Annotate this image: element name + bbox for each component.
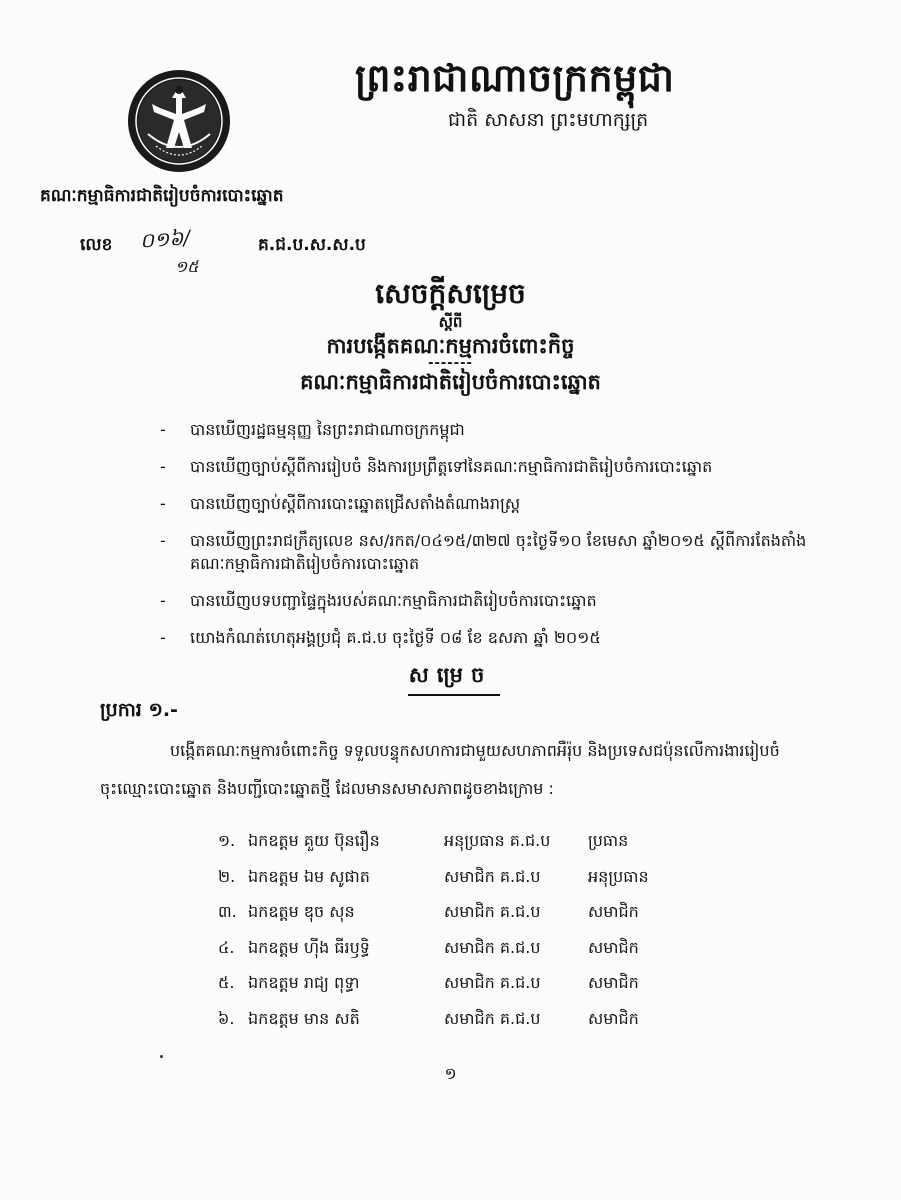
kingdom-title: ព្រះរាជាណាចក្រកម្ពុជា: [355, 56, 675, 100]
list-item: [160, 455, 850, 478]
member-role: អនុប្រធាន គ.ជ.ប: [444, 831, 551, 850]
reference-year: ១៥: [175, 257, 199, 276]
bullet-dash: -: [160, 457, 166, 476]
member-role: សមាជិក គ.ជ.ប: [444, 866, 541, 886]
reference-label: លេខ: [80, 235, 113, 255]
member-position: សមាជិក: [588, 937, 639, 957]
member-name: ឯកឧត្តម ឌុច សុន: [248, 902, 355, 921]
list-item: [160, 418, 850, 441]
list-item: [160, 626, 850, 649]
member-number: ៣.: [218, 902, 237, 921]
list-item-text: បានឃើញច្បាប់ស្តីពីការបោះឆ្នោតជ្រើសតាំងតំណាងរាស្ត្រ: [190, 494, 521, 513]
decision-heading-underline: [408, 694, 500, 696]
bullet-dash: -: [160, 591, 166, 610]
member-position: សមាជិក: [588, 1008, 639, 1028]
list-item-text: បានឃើញរដ្ឋធម្មនុញ្ញ នៃព្រះរាជាណាចក្រកម្ពុជា: [190, 420, 465, 439]
national-election-committee-emblem: [126, 68, 232, 174]
list-item: [160, 589, 850, 612]
document-title: សេចក្តីសម្រេច: [375, 277, 526, 310]
member-position: ប្រធាន: [588, 831, 629, 850]
bullet-dash: -: [160, 494, 166, 513]
document-subject: ការបង្កើតគណៈកម្មការចំពោះកិច្ច: [326, 334, 575, 358]
article-heading: ប្រការ ១.-: [100, 699, 178, 721]
reference-number: ០១៦/: [139, 225, 191, 253]
member-name: ឯកឧត្តម ឯម សូផាត: [248, 866, 370, 886]
member-role: សមាជិក គ.ជ.ប: [444, 902, 541, 921]
member-position: សមាជិក: [588, 902, 639, 921]
member-position: អនុប្រធាន: [588, 866, 649, 886]
bullet-dash: -: [160, 628, 166, 647]
title-divider: -------: [428, 356, 473, 371]
scan-speck: [160, 1055, 163, 1058]
member-position: សមាជិក: [588, 973, 639, 992]
committee-name: គណៈកម្មាធិការជាតិរៀបចំការបោះឆ្នោត: [300, 370, 601, 394]
bullet-dash: -: [160, 531, 166, 550]
list-item: [160, 492, 850, 515]
document-about: ស្តីពី: [438, 313, 463, 331]
member-name: ឯកឧត្តម រាជ្យ ពុទ្ធា: [248, 973, 360, 992]
list-item-text: បានឃើញបទបញ្ជាផ្ទៃក្នុងរបស់គណៈកម្មាធិការជាតិរៀបចំការបោះឆ្នោត: [190, 591, 597, 610]
member-role: សមាជិក គ.ជ.ប: [444, 1008, 541, 1028]
article-paragraph-line-2: ចុះឈ្មោះបោះឆ្នោត និងបញ្ជីបោះឆ្នោតថ្មី ដែលមានសមាសភាពដូចខាងក្រោម :: [100, 779, 554, 798]
list-item-text: បានឃើញព្រះរាជក្រឹត្យលេខ នស/រកត/០៤១៥/៣២៧ ចុះថ្ងៃទី១០ ខែមេសា ឆ្នាំ២០១៥ ស្តីពីការតែងតាំងគណៈកម្មាធិការជាតិរៀបចំការបោះឆ្នោត: [190, 531, 807, 573]
page-number: ១: [444, 1064, 457, 1083]
member-number: ៤.: [218, 937, 235, 957]
member-number: ៦.: [218, 1008, 235, 1028]
list-item-text: យោងកំណត់ហេតុអង្គប្រជុំ គ.ជ.ប ចុះថ្ងៃទី ០៨ ខែ ឧសភា ឆ្នាំ ២០១៥: [190, 628, 601, 647]
member-name: ឯកឧត្តម គួយ ប៊ុនរឿន: [248, 831, 380, 850]
member-number: ២.: [218, 866, 236, 886]
member-role: សមាជិក គ.ជ.ប: [444, 973, 541, 992]
member-number: ១.: [218, 831, 236, 850]
member-role: សមាជិក គ.ជ.ប: [444, 937, 541, 957]
list-item-text: បានឃើញច្បាប់ស្តីពីការរៀបចំ និងការប្រព្រឹត្តទៅនៃគណៈកម្មាធិការជាតិរៀបចំការបោះឆ្នោត: [190, 457, 713, 476]
national-motto: ជាតិ សាសនា ព្រះមហាក្សត្រ: [448, 109, 649, 131]
bullet-dash: -: [160, 420, 166, 439]
member-number: ៥.: [218, 973, 235, 992]
considerations-list: [160, 418, 850, 663]
decision-heading: សម្រេច: [408, 663, 493, 687]
member-name: ឯកឧត្តម មាន សតិ: [248, 1008, 360, 1028]
reference-code: គ.ជ.ប.ស.ស.ប: [258, 235, 366, 255]
list-item: [160, 529, 850, 575]
issuing-organization: គណៈកម្មាធិការជាតិរៀបចំការបោះឆ្នោត: [40, 186, 284, 206]
article-paragraph-line-1: បង្កើតគណៈកម្មការចំពោះកិច្ច ទទួលបន្ទុកសហការជាមួយសហភាពអឺរ៉ុប និងប្រទេសជប៉ុនលើការងាររៀបចំ: [170, 741, 780, 760]
member-name: ឯកឧត្តម ហ៊ីង ធីរឫទ្ធិ: [248, 937, 370, 957]
